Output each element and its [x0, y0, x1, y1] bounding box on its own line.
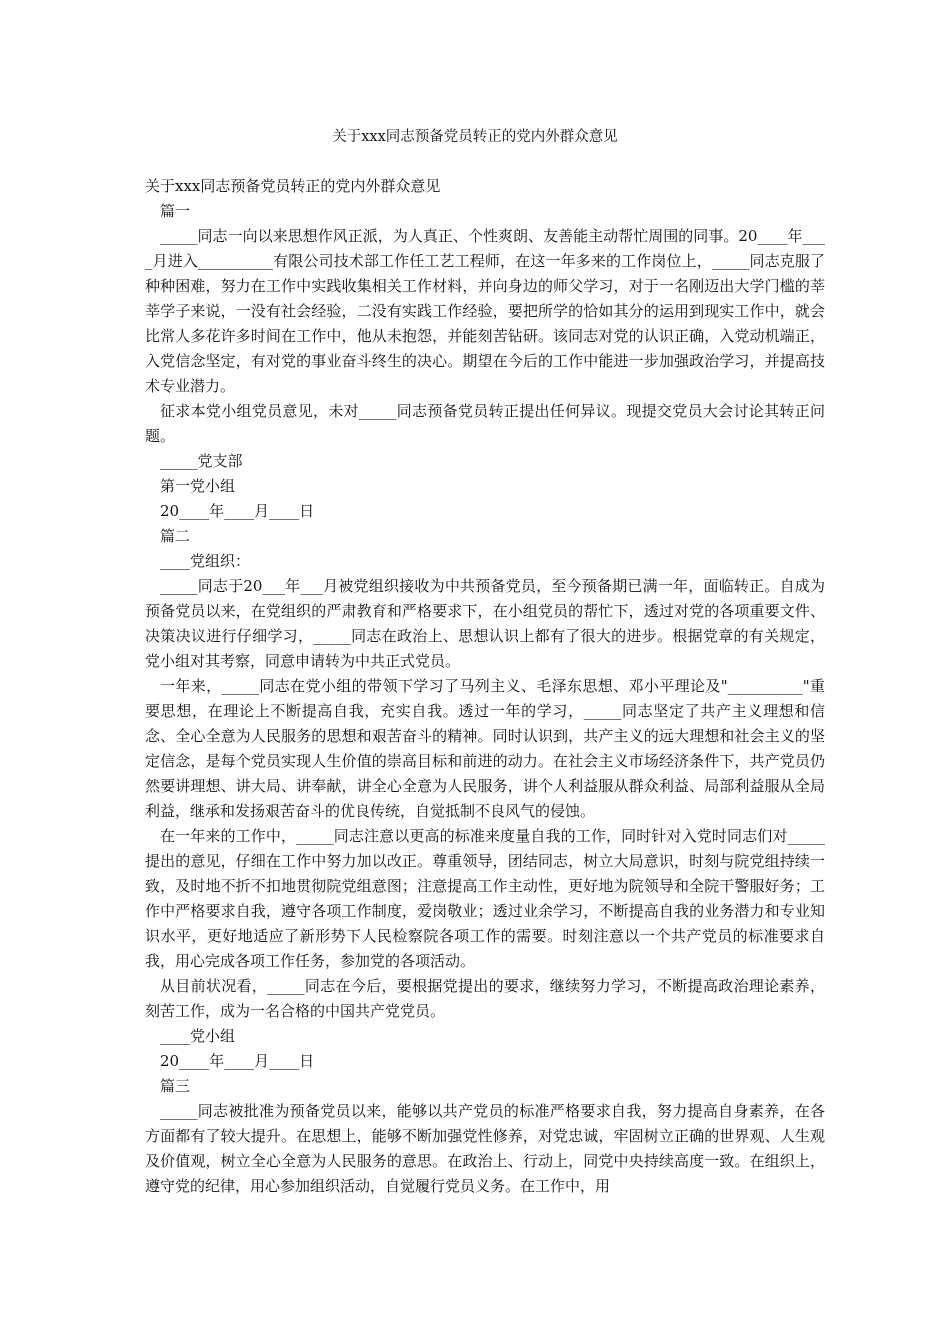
paragraph: 一年来，_____同志在党小组的带领下学习了马列主义、毛泽东思想、邓小平理论及"__________"重要思想，在理论上不断提高自我，充实自我。透过一年的学习，_____同志坚定了共产主义理想和信念、全心全意为人民服务的思想和艰苦奋斗的精神。同时认识到，共产主义的远大理想和社会主义的坚定信念，是每个党员实现人生价值的崇高目标和前进的动力。在社会主义市场经济条件下，共产党员仍然要讲理想、讲大局、讲奉献，讲全心全意为人民服务，讲个人利益服从群众利益、局部利益服从全局利益，继承和发扬艰苦奋斗的优良传统，自觉抵制不良风气的侵蚀。: [145, 677, 825, 820]
paragraph: 在一年来的工作中，_____同志注意以更高的标准来度量自我的工作，同时针对入党时同志们对_____提出的意见，仔细在工作中努力加以改正。尊重领导，团结同志，树立大局意识，时刻与院党组持续一致，及时地不折不扣地贯彻院党组意图；注意提高工作主动性，更好地为院领导和全院干警服好务；工作中严格要求自我，遵守各项工作制度，爱岗敬业；透过业余学习，不断提高自我的业务潜力和专业知识水平，更好地适应了新形势下人民检察院各项工作的需要。时刻注意以一个共产党员的标准要求自我，用心完成各项工作任务，参加党的各项活动。: [145, 827, 825, 970]
paragraph: 征求本党小组党员意见，未对_____同志预备党员转正提出任何异议。现提交党员大会讨论其转正问题。: [145, 402, 825, 445]
paragraph: 关于xxx同志预备党员转正的党内外群众意见: [145, 177, 441, 195]
paragraph: _____党支部: [160, 452, 243, 470]
paragraph: 20____年____月____日: [160, 1052, 315, 1070]
paragraph: _____同志被批准为预备党员以来，能够以共产党员的标准严格要求自我，努力提高自身素养，在各方面都有了较大提升。在思想上，能够不断加强党性修养，对党忠诚，牢固树立正确的世界观、人生观及价值观，树立全心全意为人民服务的意思。在政治上、行动上，同党中央持续高度一致。在组织上，遵守党的纪律，用心参加组织活动，自觉履行党员义务。在工作中，用: [145, 1102, 825, 1195]
paragraph: ____党组织：: [160, 552, 251, 570]
paragraph: 20____年____月____日: [160, 502, 315, 520]
paragraph: 篇三: [160, 1077, 191, 1095]
paragraph: _____同志于20___年___月被党组织接收为中共预备党员，至今预备期已满一年，面临转正。自成为预备党员以来，在党组织的严肃教育和严格要求下，在小组党员的帮忙下，透过对党的各项重要文件、决策决议进行仔细学习，_____同志在政治上、思想认识上都有了很大的进步。根据党章的有关规定，党小组对其考察，同意申请转为中共正式党员。: [145, 577, 825, 670]
paragraph: ____党小组: [160, 1027, 236, 1045]
document-title: 关于xxx同志预备党员转正的党内外群众意见: [332, 129, 618, 145]
paragraph: 篇一: [160, 202, 191, 220]
paragraph: _____同志一向以来思想作风正派，为人真正、个性爽朗、友善能主动帮忙周围的同事。20____年____月进入__________有限公司技术部工作任工艺工程师，在这一年多来的工作岗位上，_____同志克服了种种困难，努力在工作中实践收集相关工作材料，并向身边的师父学习，对于一名刚迈出大学门槛的莘莘学子来说，一没有社会经验，二没有实践工作经验，要把所学的恰如其分的运用到现实工作中，就会比常人多花许多时间在工作中，他从未抱怨，并能刻苦钻研。该同志对党的认识正确，入党动机端正，入党信念坚定，有对党的事业奋斗终生的决心。期望在今后的工作中能进一步加强政治学习，并提高技术专业潜力。: [145, 227, 825, 395]
paragraph: 从目前状况看，_____同志在今后，要根据党提出的要求，继续努力学习，不断提高政治理论素养，刻苦工作，成为一名合格的中国共产党党员。: [145, 977, 825, 1020]
document-body: [145, 174, 825, 1199]
paragraph: 篇二: [160, 527, 191, 545]
paragraph: 第一党小组: [160, 477, 236, 495]
